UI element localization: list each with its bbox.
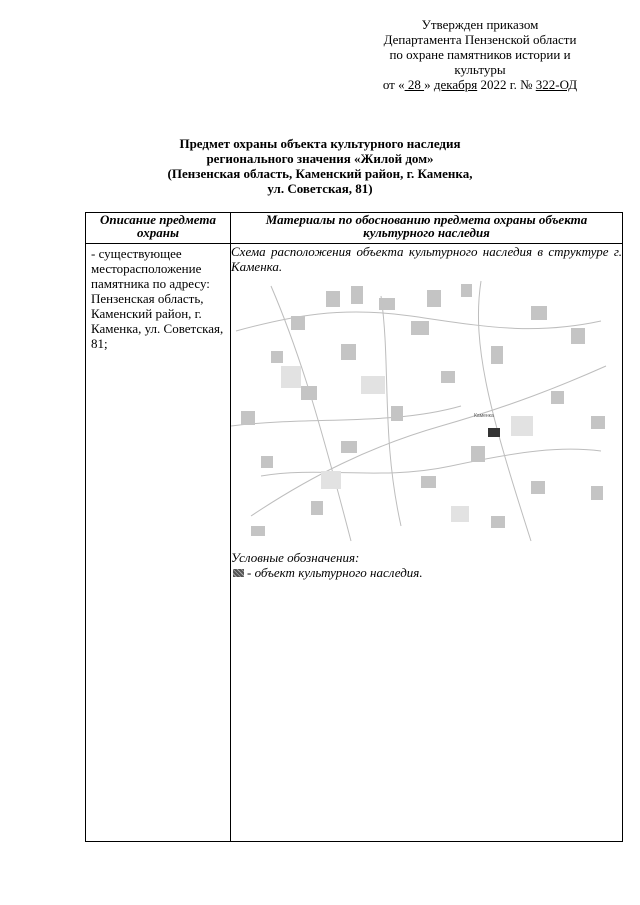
title-line-4: ул. Советская, 81) bbox=[267, 181, 373, 196]
approval-line-1: Утвержден приказом bbox=[421, 17, 539, 32]
left-cell bbox=[86, 244, 231, 842]
approval-block bbox=[360, 17, 600, 92]
document-title bbox=[140, 136, 500, 196]
location-map bbox=[231, 276, 611, 548]
map-caption: Схема расположения объекта культурного наследия в структуре г. Каменка. bbox=[231, 244, 622, 274]
legend-item-label: - объект культурного наследия. bbox=[247, 565, 423, 580]
approval-order-line bbox=[360, 77, 600, 92]
header-left: Описание предмета охраны bbox=[86, 213, 231, 244]
table-row bbox=[86, 244, 623, 842]
approval-line-3: по охране памятников истории и bbox=[389, 47, 571, 62]
order-day: 28 bbox=[404, 77, 425, 92]
heritage-object-marker bbox=[488, 428, 500, 437]
approval-line-4: культуры bbox=[454, 62, 506, 77]
title-line-2: регионального значения «Жилой дом» bbox=[206, 151, 434, 166]
order-month: декабря bbox=[433, 77, 478, 92]
right-cell bbox=[231, 244, 623, 842]
order-year: 2022 г. № bbox=[477, 77, 536, 92]
order-number: 322-ОД bbox=[535, 77, 578, 92]
heritage-swatch-icon bbox=[233, 569, 244, 577]
legend-item bbox=[231, 565, 622, 580]
map-label: Каменка bbox=[474, 413, 494, 419]
approval-line-2: Департамента Пензенской области bbox=[383, 32, 577, 47]
left-cell-text: - существующее месторасположение памятника по адресу: Пензенская область, Каменский район, г. Каменка, ул. Советская, 81; bbox=[91, 246, 224, 351]
title-line-3: (Пензенская область, Каменский район, г. Каменка, bbox=[167, 166, 473, 181]
protection-table bbox=[85, 212, 623, 842]
legend-title: Условные обозначения: bbox=[231, 550, 360, 565]
table-header-row bbox=[86, 213, 623, 244]
order-sep: » bbox=[424, 77, 434, 92]
header-right: Материалы по обоснованию предмета охраны объекта культурного наследия bbox=[231, 213, 623, 244]
order-prefix: от « bbox=[382, 77, 405, 92]
title-line-1: Предмет охраны объекта культурного наследия bbox=[179, 136, 461, 151]
